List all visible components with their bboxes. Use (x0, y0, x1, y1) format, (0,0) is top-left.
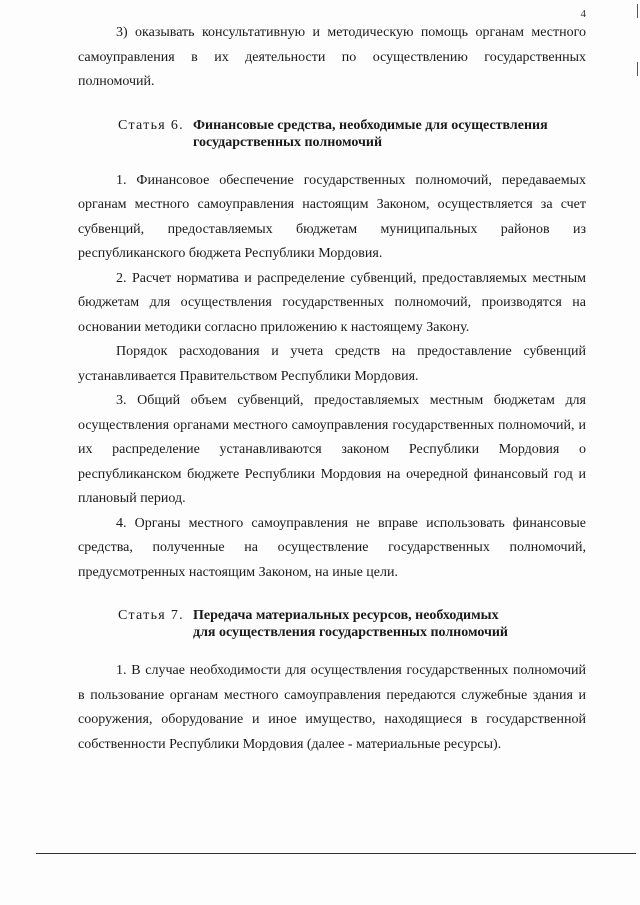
page-number: 4 (580, 8, 586, 20)
body-paragraph: 3) оказывать консультативную и методическую помощь органам местного самоуправления в их деятельности по осуществлению государственных полномочий. (78, 25, 586, 89)
page-bottom-rule (36, 853, 636, 854)
article-7-label: Статья 7. (118, 608, 184, 623)
article-7-title-line2: для осуществления государственных полномочий (193, 625, 508, 640)
article-6-title-line2: государственных полномочий (193, 134, 383, 150)
article-7-body (78, 659, 586, 757)
body-paragraph: 1. В случае необходимости для осуществления государственных полномочий в пользование органам местного самоуправления передаются служебные здания и сооружения, оборудование и иное имущество, находящиеся в государственной собственности Республики Мордовия (далее - материальные ресурсы). (78, 663, 586, 752)
article-6-heading (78, 117, 586, 151)
body-paragraph: 4. Органы местного самоуправления не вправе использовать финансовые средства, полученные на осуществление государственных полномочий, предусмотренных настоящим Законом, на иные цели. (78, 515, 586, 580)
article-7-heading (78, 607, 586, 641)
article-6-title-line1: Финансовые средства, необходимые для осуществления (193, 117, 548, 133)
scan-edge-mark (637, 4, 638, 18)
body-paragraph: Порядок расходования и учета средств на предоставление субвенций устанавливается Правительством Республики Мордовия. (78, 344, 586, 384)
document-body (78, 0, 586, 757)
article-6-label: Статья 6. (118, 117, 184, 133)
scan-edge-mark (637, 62, 638, 76)
article-6-body (78, 169, 586, 586)
body-paragraph: 1. Финансовое обеспечение государственных полномочий, передаваемых органам местного самоуправления настоящим Законом, осуществляется за счет субвенций, предоставляемых бюджетам муниципальных районов из республиканского бюджета Республики Мордовия. (78, 172, 586, 261)
body-paragraph: 2. Расчет норматива и распределение субвенций, предоставляемых местным бюджетам для осуществления государственных полномочий, производятся на основании методики согласно приложению к настоящему Закону. (78, 270, 586, 335)
article-7-title-line1: Передача материальных ресурсов, необходимых (193, 608, 499, 623)
body-paragraph: 3. Общий объем субвенций, предоставляемых местным бюджетам для осуществления органами местного самоуправления государственных полномочий, и их распределение устанавливаются законом Республики Мордовия о республиканском бюджете Республики Мордовия на очередной финансовый год и плановый период. (78, 393, 586, 506)
